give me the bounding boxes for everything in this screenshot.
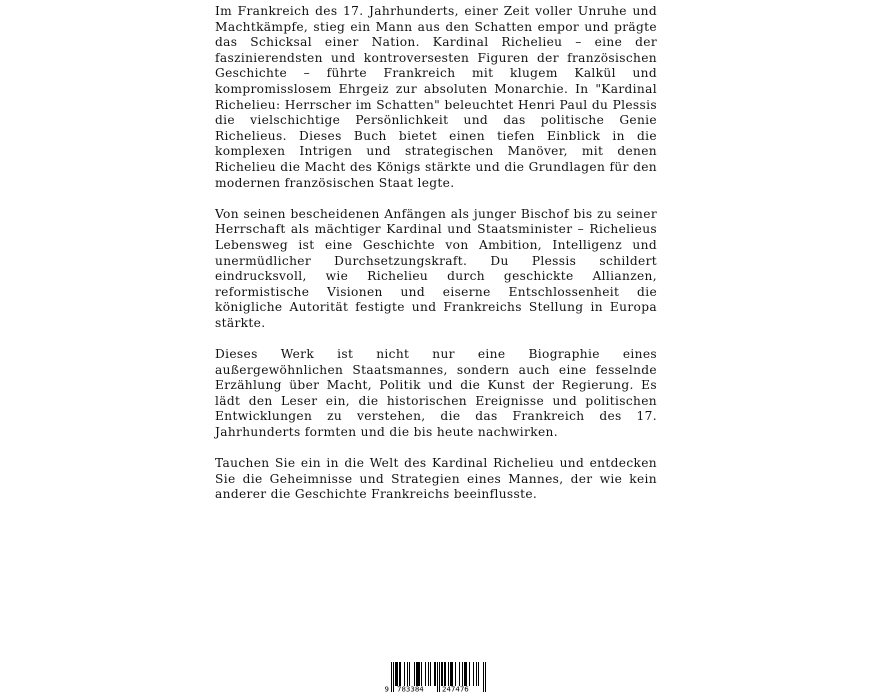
barcode-bar [445,662,446,686]
blurb-paragraph-2: Von seinen bescheidenen Anfängen als junger Bischof bis zu seiner Herrschaft als mächtiger Kardinal und Staatsminister – Richelieus Lebensweg ist eine Geschichte von Ambition, Intelligenz und unermüdlicher Durchsetzungskraft. Du Plessis schildert eindrucksvoll, wie Richelieu durch geschickte Allianzen, reformistische Visionen und eiserne Entschlossenheit die königliche Autorität festigte und Frankreichs Stellung in Europa stärkte. [215,206,657,330]
barcode-bar [437,662,438,692]
barcode-bar [448,662,449,686]
isbn-barcode [384,662,488,694]
barcode-bar [462,662,463,686]
barcode-bar [419,662,420,686]
barcode-bar [466,662,467,686]
barcode-bar [465,662,466,686]
barcode-digits-right: 247476 [442,685,469,694]
barcode-bar [435,662,436,686]
barcode-bar [473,662,474,686]
barcode-bar [442,662,443,686]
barcode-digit-first: 9 [384,685,389,694]
barcode-bar [428,662,429,686]
blurb-paragraph-1: Im Frankreich des 17. Jahrhunderts, einer Zeit voller Unruhe und Machtkämpfe, stieg ein Mann aus den Schatten empor und prägte das Schicksal einer Nation. Kardinal Richelieu – eine der faszinierendsten und kontroversesten Figuren der französischen Geschichte – führte Frankreich mit klugem Kalkül und kompromisslosem Ehrgeiz zur absoluten Monarchie. In "Kardinal Richelieu: Herrscher im Schatten" beleuchtet Henri Paul du Plessis die vielschichtige Persönlichkeit und das politische Genie Richelieus. Dieses Buch bietet einen tiefen Einblick in die komplexen Intrigen und strategischen Manöver, mit denen Richelieu die Macht des Königs stärkte und die Grundlagen für den modernen französischen Staat legte. [215,4,657,190]
blurb-paragraph-4: Tauchen Sie ein in die Welt des Kardinal Richelieu und entdecken Sie die Geheimnisse und Strategien eines Mannes, der wie kein anderer die Geschichte Frankreichs beeinflusste. [215,456,657,502]
barcode-bar [430,662,431,686]
barcode-bar [418,662,419,686]
barcode-bar [476,662,477,686]
blurb-text [215,4,657,519]
barcode-bar [425,662,426,686]
barcode-bar [400,662,401,686]
barcode-bar [409,662,410,686]
barcode-bar [444,662,445,686]
barcode-bar [407,662,408,686]
barcode-bar [451,662,452,686]
barcode-bar [397,662,398,686]
barcode-bar [439,662,440,692]
barcode-bar [391,662,392,692]
barcode-bar [455,662,456,686]
barcode-bar [416,662,417,686]
barcode-bar [441,662,442,686]
barcode-bar [485,662,486,692]
barcode-bar [399,662,400,686]
barcode-bar [483,662,484,692]
barcode-bar [469,662,470,686]
barcode-bar [421,662,422,686]
barcode-bar [450,662,451,686]
barcode-bar [396,662,397,686]
barcode-digits-left: 783384 [397,685,424,694]
barcode-bar [395,662,396,686]
barcode-bar [393,662,394,692]
barcode-bar [417,662,418,686]
barcode-bar [452,662,453,686]
barcode-bar [459,662,460,686]
barcode-bar [414,662,415,686]
barcode-graphic [384,662,488,694]
barcode-bar [478,662,479,686]
barcode-bar [404,662,405,686]
barcode-bar [464,662,465,686]
barcode-bar [434,662,435,686]
blurb-paragraph-3: Dieses Werk ist nicht nur eine Biographie eines außergewöhnlichen Staatsmannes, sondern auch eine fesselnde Erzählung über Macht, Politik und die Kunst der Regierung. Es lädt den Leser ein, die historischen Ereignisse und politischen Entwicklungen zu verstehen, die das Frankreich des 17. Jahrhunderts formten und die bis heute nachwirken. [215,347,657,440]
